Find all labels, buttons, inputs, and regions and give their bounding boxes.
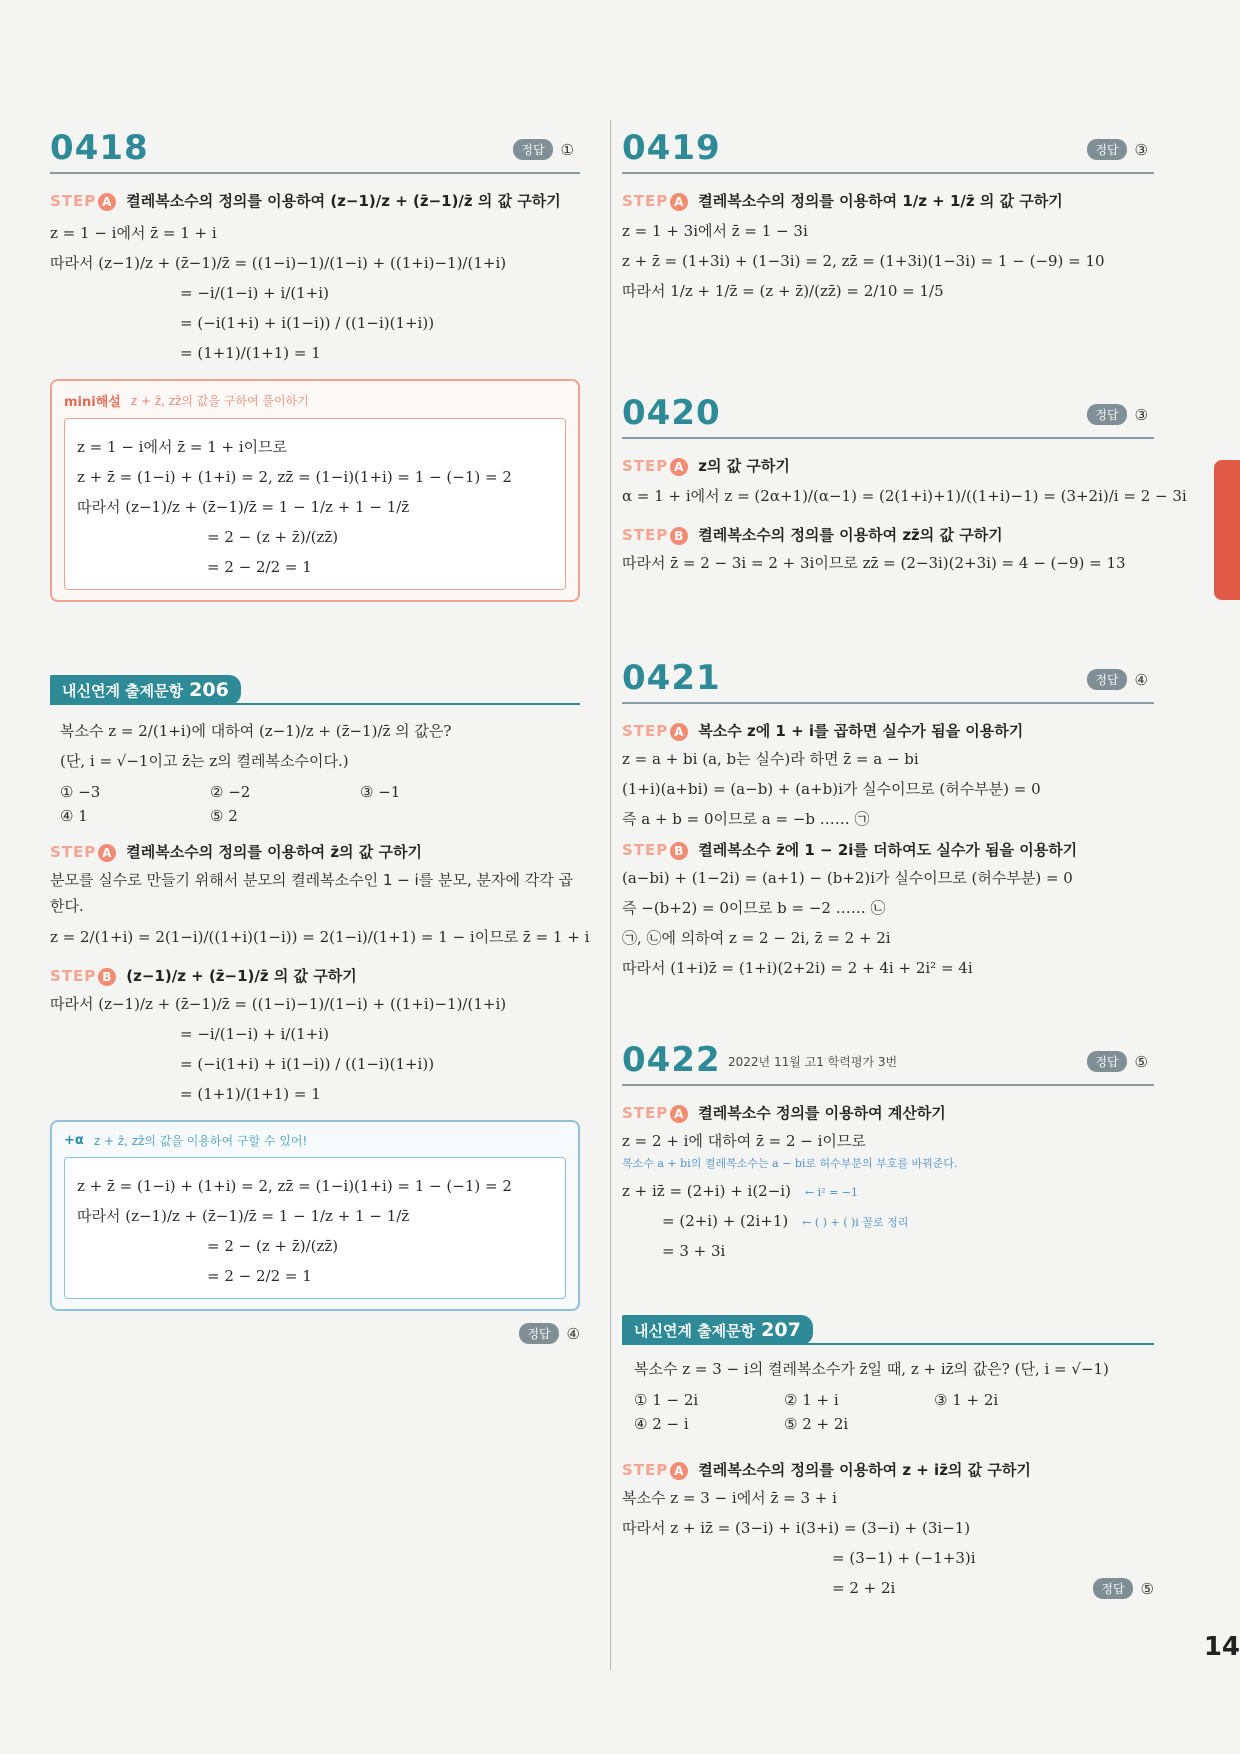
solution-line: = (3−1) + (−1+3)i [832, 1549, 976, 1567]
solution-lines [622, 1129, 1154, 1263]
solution-line: = (−i(1+i) + i(1−i)) / ((1−i)(1+i)) [180, 1055, 435, 1073]
solution-line: 따라서 (z−1)/z + (z̄−1)/z̄ = 1 − 1/z + 1 − 1/z̄ [77, 498, 410, 516]
solution-line: 따라서 (1+i)z̄ = (1+i)(2+2i) = 2 + 4i + 2i² = 4i [622, 959, 973, 977]
answer-indicator [513, 139, 574, 160]
answer-badge: 정답 [1087, 139, 1126, 160]
solution-line: α = 1 + i에서 z = (2α+1)/(α−1) = (2(1+i)+1)/((1+i)−1) = (3+2i)/i = 2 − 3i [622, 487, 1187, 505]
step-text: 분모를 실수로 만들기 위해서 분모의 켤레복소수인 1 − i를 분모, 분자에 각각 곱한다. [50, 871, 573, 915]
problem-0420 [622, 385, 1187, 575]
step-a [622, 190, 1154, 211]
step-tag: STEP A [622, 1104, 688, 1123]
mini-solution-body [64, 418, 566, 590]
step-tag: STEP A [622, 192, 688, 211]
solution-line: = −i/(1−i) + i/(1+i) [180, 284, 329, 302]
answer-badge: 정답 [519, 1323, 558, 1344]
step-title: (z−1)/z + (z̄−1)/z̄ 의 값 구하기 [126, 967, 357, 985]
solution-lines [622, 747, 1154, 831]
answer-mark: ① [560, 140, 574, 159]
step-title: z의 값 구하기 [698, 457, 790, 475]
step-tag: STEP A [50, 192, 116, 211]
solution-line: 따라서 z̄ = 2 − 3i = 2 + 3i이므로 zz̄ = (2−3i)(2+3i) = 4 − (−9) = 13 [622, 554, 1126, 572]
solution-lines [622, 551, 1154, 575]
choice-5: ⑤ 2 [210, 807, 238, 825]
solution-line: z = 2 + i에 대하여 z̄ = 2 − i이므로 [622, 1132, 866, 1150]
solution-line: = 2 + 2i [832, 1579, 896, 1597]
step-title: 켤레복소수의 정의를 이용하여 z̄의 값 구하기 [126, 843, 422, 861]
solution-line: = (2+i) + (2i+1) [662, 1211, 789, 1230]
step-title: 켤레복소수 정의를 이용하여 계산하기 [698, 1104, 946, 1122]
solution-line: (1+i)(a+bi) = (a−b) + (a+b)i가 실수이므로 (허수부분) = 0 [622, 780, 1041, 798]
solution-line: z + z̄ = (1+3i) + (1−3i) = 2, zz̄ = (1+3i)(1−3i) = 1 − (−9) = 10 [622, 252, 1105, 270]
problem-header [622, 385, 1154, 439]
step-a [622, 455, 1154, 476]
solution-line: z + z̄ = (1−i) + (1+i) = 2, zz̄ = (1−i)(1+i) = 1 − (−1) = 2 [77, 1177, 512, 1195]
solution-line: = 2 − (z + z̄)/(zz̄) [207, 1237, 339, 1255]
linked-header [622, 1315, 1154, 1345]
step-b [50, 965, 580, 986]
solution-line: 즉 a + b = 0이므로 a = −b …… ㉠ [622, 810, 870, 828]
problem-number: 0421 [622, 658, 721, 698]
choice-2: ② −2 [210, 783, 251, 801]
chapter-tab [1214, 460, 1240, 600]
step-a [50, 190, 580, 211]
question-text: 복소수 z = 3 − i의 켤레복소수가 z̄일 때, z + iz̄의 값은? (단, i = √−1) [634, 1360, 1109, 1378]
step-a [622, 1102, 1154, 1123]
step-tag: STEP A [622, 722, 688, 741]
answer-badge: 정답 [1087, 404, 1126, 425]
solution-line: 복소수 z = 3 − i에서 z̄ = 3 + i [622, 1489, 837, 1507]
plus-alpha-body [64, 1157, 566, 1299]
linked-problem-206 [50, 675, 590, 1344]
answer-mark: ③ [1134, 405, 1148, 424]
problem-number: 0420 [622, 393, 721, 433]
question-condition: (단, i = √−1이고 z̄는 z의 켤레복소수이다.) [60, 752, 349, 770]
linked-question [50, 719, 580, 773]
solution-line: = 3 + 3i [662, 1241, 726, 1260]
linked-question [622, 1357, 1154, 1381]
arrow-note: ← ( ) + ( )i 꼴로 정리 [802, 1215, 909, 1229]
answer-badge: 정답 [1093, 1578, 1132, 1599]
solution-line: z + z̄ = (1−i) + (1+i) = 2, zz̄ = (1−i)(1+i) = 1 − (−1) = 2 [77, 468, 512, 486]
step-title: 복소수 z에 1 + i를 곱하면 실수가 됨을 이용하기 [698, 722, 1024, 740]
step-b [622, 839, 1154, 860]
solution-lines [622, 484, 1187, 508]
answer-mark: ⑤ [1140, 1579, 1154, 1598]
problem-number: 0419 [622, 128, 721, 168]
solution-line: = 2 − 2/2 = 1 [207, 558, 312, 576]
problem-0419 [622, 120, 1154, 303]
solution-lines [50, 221, 580, 365]
step-tag: STEP B [622, 841, 688, 860]
problem-number: 0422 [622, 1040, 721, 1080]
solution-line: ㉠, ㉡에 의하여 z = 2 − 2i, z̄ = 2 + 2i [622, 929, 891, 947]
answer-mark: ③ [1134, 140, 1148, 159]
solution-line: 즉 −(b+2) = 0이므로 b = −2 …… ㉡ [622, 899, 886, 917]
answer-mark: ⑤ [1134, 1052, 1148, 1071]
problem-header [622, 1032, 1154, 1086]
problem-header [622, 650, 1154, 704]
problem-source: 2022년 11월 고1 학력평가 3번 [728, 1055, 898, 1069]
step-b [622, 524, 1154, 545]
choice-1: ① −3 [60, 783, 101, 801]
solution-line: = −i/(1−i) + i/(1+i) [180, 1025, 329, 1043]
answer-badge: 정답 [1087, 669, 1126, 690]
choice-5: ⑤ 2 + 2i [784, 1415, 849, 1433]
answer-indicator [1087, 669, 1148, 690]
problem-header [50, 120, 580, 174]
answer-badge: 정답 [513, 139, 552, 160]
linked-label: 내신연계 출제문항 207 [622, 1315, 813, 1345]
answer-mark: ④ [1134, 670, 1148, 689]
choice-4: ④ 1 [60, 807, 88, 825]
step-title: 켤레복소수의 정의를 이용하여 (z−1)/z + (z̄−1)/z̄ 의 값 구하기 [126, 192, 561, 210]
step-tag: STEP B [622, 526, 688, 545]
step-tag: STEP A [622, 457, 688, 476]
problem-0418 [50, 120, 580, 602]
answer-indicator [1087, 404, 1148, 425]
answer-choices [622, 1391, 1154, 1433]
linked-label: 내신연계 출제문항 206 [50, 675, 241, 705]
problem-0422 [622, 1032, 1154, 1263]
mini-solution-title: mini해설 [64, 395, 121, 410]
linked-problem-207 [622, 1315, 1154, 1599]
solution-line: z + iz̄ = (2+i) + i(2−i) [622, 1181, 791, 1200]
linked-header [50, 675, 580, 705]
page-number: 14 [1203, 1632, 1240, 1662]
solution-line: z = 1 − i에서 z̄ = 1 + i이므로 [77, 438, 288, 456]
solution-line: = (−i(1+i) + i(1−i)) / ((1−i)(1+i)) [180, 314, 435, 332]
problem-number: 0418 [50, 128, 149, 168]
answer-indicator [1087, 139, 1148, 160]
question-text: 복소수 z = 2/(1+i)에 대하여 (z−1)/z + (z̄−1)/z̄ 의 값은? [60, 722, 452, 740]
choice-3: ③ 1 + 2i [934, 1391, 999, 1409]
final-answer [50, 1323, 580, 1344]
step-title: 켤레복소수의 정의를 이용하여 zz̄의 값 구하기 [698, 526, 1003, 544]
solution-line: z = a + bi (a, b는 실수)라 하면 z̄ = a − bi [622, 750, 919, 768]
choice-4: ④ 2 − i [634, 1415, 689, 1433]
solution-line: z = 1 − i에서 z̄ = 1 + i [50, 224, 217, 242]
problem-0421 [622, 650, 1154, 980]
step-tag: STEP B [50, 967, 116, 986]
solution-lines [622, 866, 1154, 980]
answer-mark: ④ [566, 1324, 580, 1343]
plus-alpha-title: +α [64, 1133, 84, 1148]
step-title: 켤레복소수 z̄에 1 − 2i를 더하여도 실수가 됨을 이용하기 [698, 841, 1078, 859]
step-a [50, 841, 580, 862]
step-tag: STEP A [622, 1461, 688, 1480]
solution-line: 따라서 z + iz̄ = (3−i) + i(3+i) = (3−i) + (3i−1) [622, 1519, 971, 1537]
solution-lines [50, 925, 590, 949]
column-divider [610, 120, 611, 1670]
solution-lines [50, 992, 580, 1106]
choice-2: ② 1 + i [784, 1391, 839, 1409]
plus-alpha-box [50, 1120, 580, 1311]
step-title: 켤레복소수의 정의를 이용하여 z + iz̄의 값 구하기 [698, 1461, 1031, 1479]
solution-line: 따라서 1/z + 1/z̄ = (z + z̄)/(zz̄) = 2/10 = 1/5 [622, 282, 944, 300]
answer-choices [50, 783, 580, 825]
solution-line: 따라서 (z−1)/z + (z̄−1)/z̄ = ((1−i)−1)/(1−i) + ((1+i)−1)/(1+i) [50, 254, 507, 272]
solution-line: (a−bi) + (1−2i) = (a+1) − (b+2)i가 실수이므로 (허수부분) = 0 [622, 869, 1073, 887]
step-a [622, 1459, 1154, 1480]
solution-line: = (1+1)/(1+1) = 1 [180, 1085, 321, 1103]
plus-alpha-header [64, 1132, 566, 1149]
solution-lines [622, 219, 1154, 303]
solution-line: z = 1 + 3i에서 z̄ = 1 − 3i [622, 222, 808, 240]
step-title: 켤레복소수의 정의를 이용하여 1/z + 1/z̄ 의 값 구하기 [698, 192, 1063, 210]
plus-alpha-subtitle: z + z̄, zz̄의 값을 이용하여 구할 수 있어! [93, 1134, 308, 1148]
arrow-note: ← i² = −1 [804, 1185, 859, 1199]
choice-1: ① 1 − 2i [634, 1391, 699, 1409]
solution-note: 복소수 a + bi의 켤레복소수는 a − bi로 허수부분의 부호를 바꿔준다. [622, 1157, 958, 1170]
solution-line: 따라서 (z−1)/z + (z̄−1)/z̄ = ((1−i)−1)/(1−i) + ((1+i)−1)/(1+i) [50, 995, 507, 1013]
solution-line: = 2 − (z + z̄)/(zz̄) [207, 528, 339, 546]
mini-solution-box [50, 379, 580, 602]
answer-indicator [1087, 1051, 1148, 1072]
problem-header [622, 120, 1154, 174]
step-a [622, 720, 1154, 741]
solution-line: 따라서 (z−1)/z + (z̄−1)/z̄ = 1 − 1/z + 1 − 1/z̄ [77, 1207, 410, 1225]
solution-line: = 2 − 2/2 = 1 [207, 1267, 312, 1285]
mini-solution-header [64, 391, 566, 410]
choice-3: ③ −1 [360, 783, 401, 801]
answer-badge: 정답 [1087, 1051, 1126, 1072]
solution-line: z = 2/(1+i) = 2(1−i)/((1+i)(1−i)) = 2(1−i)/(1+1) = 1 − i이므로 z̄ = 1 + i [50, 928, 590, 946]
solution-line: = (1+1)/(1+1) = 1 [180, 344, 321, 362]
step-tag: STEP A [50, 843, 116, 862]
mini-solution-subtitle: z + z̄, zz̄의 값을 구하여 풀이하기 [130, 394, 309, 408]
